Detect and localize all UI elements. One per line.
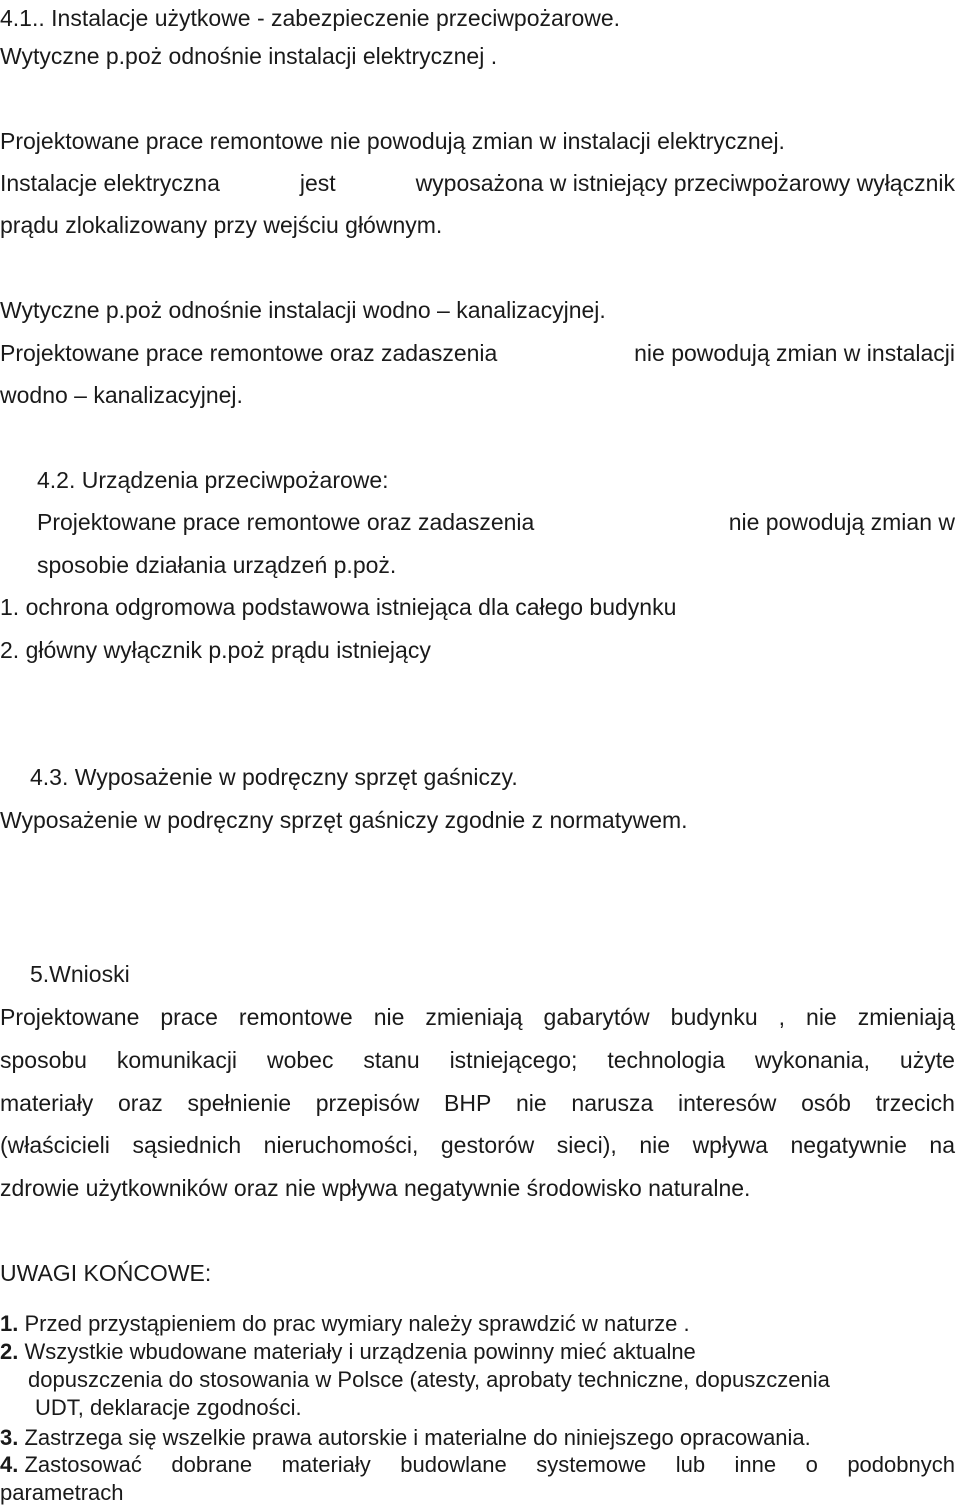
word: nie <box>639 1132 671 1158</box>
section-4-2-list-item-1: 1. ochrona odgromowa podstawowa istniejąca dla całego budynku <box>0 594 677 620</box>
remark-3 <box>0 1424 811 1452</box>
conclusions-line-1 <box>0 1003 955 1031</box>
remark-2 <box>0 1338 696 1366</box>
section-4-2-paragraph-line-1 <box>37 508 955 536</box>
word: Zastosować <box>24 1452 142 1477</box>
section-5-title: 5.Wnioski <box>30 961 130 987</box>
electrical-paragraph-1: Projektowane prace remontowe nie powodują zmian w instalacji elektrycznej. <box>0 128 785 154</box>
word: wpływa <box>692 1132 768 1158</box>
conclusions-line-3 <box>0 1089 955 1117</box>
word: spełnienie <box>187 1090 292 1116</box>
word: trzecich <box>875 1090 955 1116</box>
word: zmieniają <box>857 1004 955 1030</box>
remark-4-line-2: parametrach <box>0 1480 124 1505</box>
word: nieruchomości, <box>263 1132 419 1158</box>
text-span: Projektowane prace remontowe oraz zadaszenia <box>37 509 535 535</box>
conclusions-line-5: zdrowie użytkowników oraz nie wpływa negatywnie środowisko naturalne. <box>0 1175 751 1201</box>
word: komunikacji <box>116 1047 238 1073</box>
word: , <box>778 1004 786 1030</box>
text-span: wyposażona w istniejący przeciwpożarowy wyłącznik <box>415 170 955 196</box>
water-guidelines-heading: Wytyczne p.poż odnośnie instalacji wodno – kanalizacyjnej. <box>0 297 606 323</box>
water-paragraph-line-2: wodno – kanalizacyjnej. <box>0 382 243 408</box>
water-paragraph-line-1 <box>0 339 955 367</box>
word: użyte <box>899 1047 955 1073</box>
word: gestorów <box>440 1132 535 1158</box>
word: nie <box>806 1004 837 1030</box>
remark-number: 3. <box>0 1425 19 1450</box>
word: na <box>929 1132 955 1158</box>
word: zmieniają <box>425 1004 523 1030</box>
word: stanu <box>363 1047 420 1073</box>
word: remontowe <box>238 1004 353 1030</box>
word: inne <box>734 1452 777 1477</box>
text-span: Projektowane prace remontowe oraz zadaszenia <box>0 340 498 366</box>
word: systemowe <box>536 1452 647 1477</box>
final-remarks-heading: UWAGI KOŃCOWE: <box>0 1260 212 1286</box>
word: narusza <box>571 1090 654 1116</box>
word: Projektowane <box>0 1004 140 1030</box>
text-span: jest <box>299 170 336 196</box>
word: lub <box>675 1452 706 1477</box>
word: interesów <box>677 1090 777 1116</box>
word: osób <box>801 1090 851 1116</box>
word: materiały <box>281 1452 371 1477</box>
section-4-2-list-item-2: 2. główny wyłącznik p.poż prądu istniejący <box>0 637 431 663</box>
word: o <box>805 1452 818 1477</box>
word: oraz <box>118 1090 163 1116</box>
word: nie <box>516 1090 547 1116</box>
remark-2-line-3: UDT, deklaracje zgodności. <box>35 1395 302 1420</box>
remark-number: 2. <box>0 1339 19 1364</box>
remark-number: 1. <box>0 1311 19 1336</box>
remark-number-and-word <box>0 1451 142 1479</box>
text-span: nie powodują zmian w instalacji <box>634 340 955 366</box>
word: budynku <box>670 1004 758 1030</box>
conclusions-line-2 <box>0 1046 955 1074</box>
word: nie <box>373 1004 405 1030</box>
word: istniejącego; <box>449 1047 578 1073</box>
word: prace <box>160 1004 218 1030</box>
word: dobrane <box>171 1452 253 1477</box>
remark-2-line-2: dopuszczenia do stosowania w Polsce (atesty, aprobaty techniczne, dopuszczenia <box>28 1367 830 1392</box>
word: negatywnie <box>790 1132 907 1158</box>
word: podobnych <box>847 1452 955 1477</box>
remark-text: Przed przystąpieniem do prac wymiary należy sprawdzić w naturze . <box>24 1311 690 1336</box>
remark-text: Zastrzega się wszelkie prawa autorskie i materialne do niniejszego opracowania. <box>24 1425 811 1450</box>
word: (właścicieli <box>0 1132 110 1158</box>
remark-text: Wszystkie wbudowane materiały i urządzenia powinny mieć aktualne <box>24 1339 696 1364</box>
section-4-2-title: 4.2. Urządzenia przeciwpożarowe: <box>37 467 389 493</box>
section-4-2-paragraph-line-2: sposobie działania urządzeń p.poż. <box>37 552 397 578</box>
word: sieci), <box>556 1132 617 1158</box>
word: wykonania, <box>754 1047 870 1073</box>
word: technologia <box>607 1047 725 1073</box>
word: wobec <box>266 1047 334 1073</box>
remark-number: 4. <box>0 1452 19 1477</box>
text-span: nie powodują zmian w <box>728 509 955 535</box>
electrical-paragraph-2-line-1 <box>0 169 955 197</box>
word: sąsiednich <box>132 1132 242 1158</box>
section-4-3-title: 4.3. Wyposażenie w podręczny sprzęt gaśniczy. <box>30 764 518 790</box>
word: sposobu <box>0 1047 87 1073</box>
electrical-guidelines-heading: Wytyczne p.poż odnośnie instalacji elektrycznej . <box>0 43 498 69</box>
text-span: Instalacje elektryczna <box>0 170 220 196</box>
word: budowlane <box>400 1452 507 1477</box>
section-4-3-paragraph: Wyposażenie w podręczny sprzęt gaśniczy zgodnie z normatywem. <box>0 807 688 833</box>
remark-4-line-1 <box>0 1451 955 1479</box>
word: przepisów <box>315 1090 420 1116</box>
section-4-1-title: 4.1.. Instalacje użytkowe - zabezpieczenie przeciwpożarowe. <box>0 5 621 31</box>
word: materiały <box>0 1090 94 1116</box>
electrical-paragraph-2-line-2: prądu zlokalizowany przy wejściu głównym. <box>0 212 443 238</box>
conclusions-line-4 <box>0 1131 955 1159</box>
remark-1 <box>0 1310 690 1338</box>
word: gabarytów <box>543 1004 650 1030</box>
word: BHP <box>444 1090 492 1116</box>
